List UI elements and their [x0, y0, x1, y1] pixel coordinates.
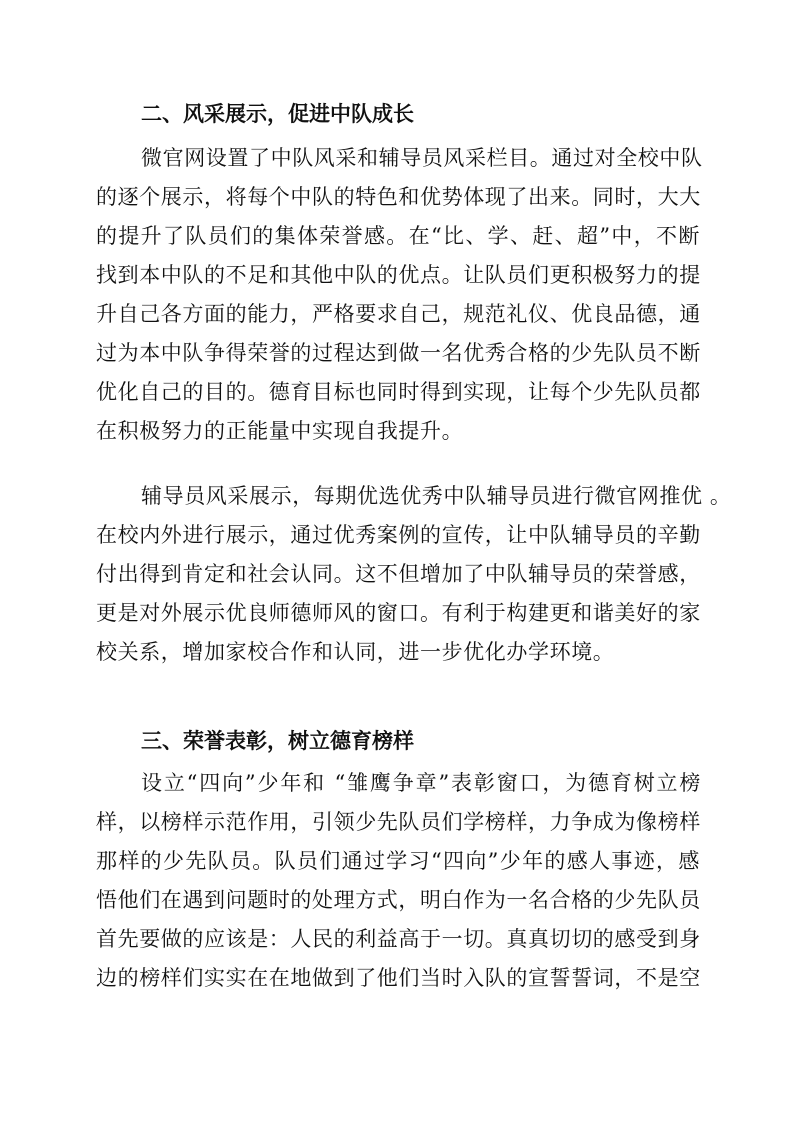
- paragraph-line: 样，以榜样示范作用，引领少先队员们学榜样，力争成为像榜样: [96, 810, 701, 834]
- section-2-heading: 二、风采展示，促进中队成长: [141, 101, 414, 126]
- paragraph-line: 那样的少先队员。队员们通过学习“四向”少年的感人事迹，感: [96, 849, 700, 873]
- paragraph-line: 更是对外展示优良师德师风的窗口。有利于构建更和谐美好的家: [96, 601, 701, 625]
- paragraph-line: 的逐个展示，将每个中队的特色和优势体现了出来。同时，大大: [96, 185, 701, 209]
- paragraph-line: 升自己各方面的能力，严格要求自己，规范礼仪、优良品德，通: [96, 302, 701, 326]
- paragraph-line: 悟他们在遇到问题时的处理方式，明白作为一名合格的少先队员: [96, 888, 701, 912]
- paragraph-line: 优化自己的目的。德育目标也同时得到实现，让每个少先队员都: [96, 380, 701, 404]
- paragraph-line: 过为本中队争得荣誉的过程达到做一名优秀合格的少先队员不断: [96, 341, 701, 365]
- paragraph-line: 在积极努力的正能量中实现自我提升。: [96, 419, 464, 443]
- paragraph-line: 辅导员风采展示，每期优选优秀中队辅导员进行微官网推优 。: [141, 484, 732, 508]
- section-3-heading: 三、荣誉表彰，树立德育榜样: [141, 728, 414, 753]
- paragraph-line: 在校内外进行展示，通过优秀案例的宣传，让中队辅导员的辛勤: [96, 523, 701, 547]
- paragraph-line: 首先要做的应该是：人民的利益高于一切。真真切切的感受到身: [96, 927, 701, 951]
- paragraph-line: 设立“四向”少年和 “雏鹰争章”表彰窗口，为德育树立榜: [141, 771, 701, 795]
- paragraph-line: 边的榜样们实实在在地做到了他们当时入队的宣誓誓词，不是空: [96, 966, 701, 990]
- paragraph-line: 校关系，增加家校合作和认同，进一步优化办学环境。: [96, 640, 615, 664]
- paragraph-line: 找到本中队的不足和其他中队的优点。让队员们更积极努力的提: [96, 263, 701, 287]
- paragraph-line: 付出得到肯定和社会认同。这不但增加了中队辅导员的荣誉感，: [96, 562, 701, 586]
- paragraph-line: 微官网设置了中队风采和辅导员风采栏目。通过对全校中队: [141, 146, 703, 170]
- paragraph-line: 的提升了队员们的集体荣誉感。在“比、学、赶、超”中，不断: [96, 224, 700, 248]
